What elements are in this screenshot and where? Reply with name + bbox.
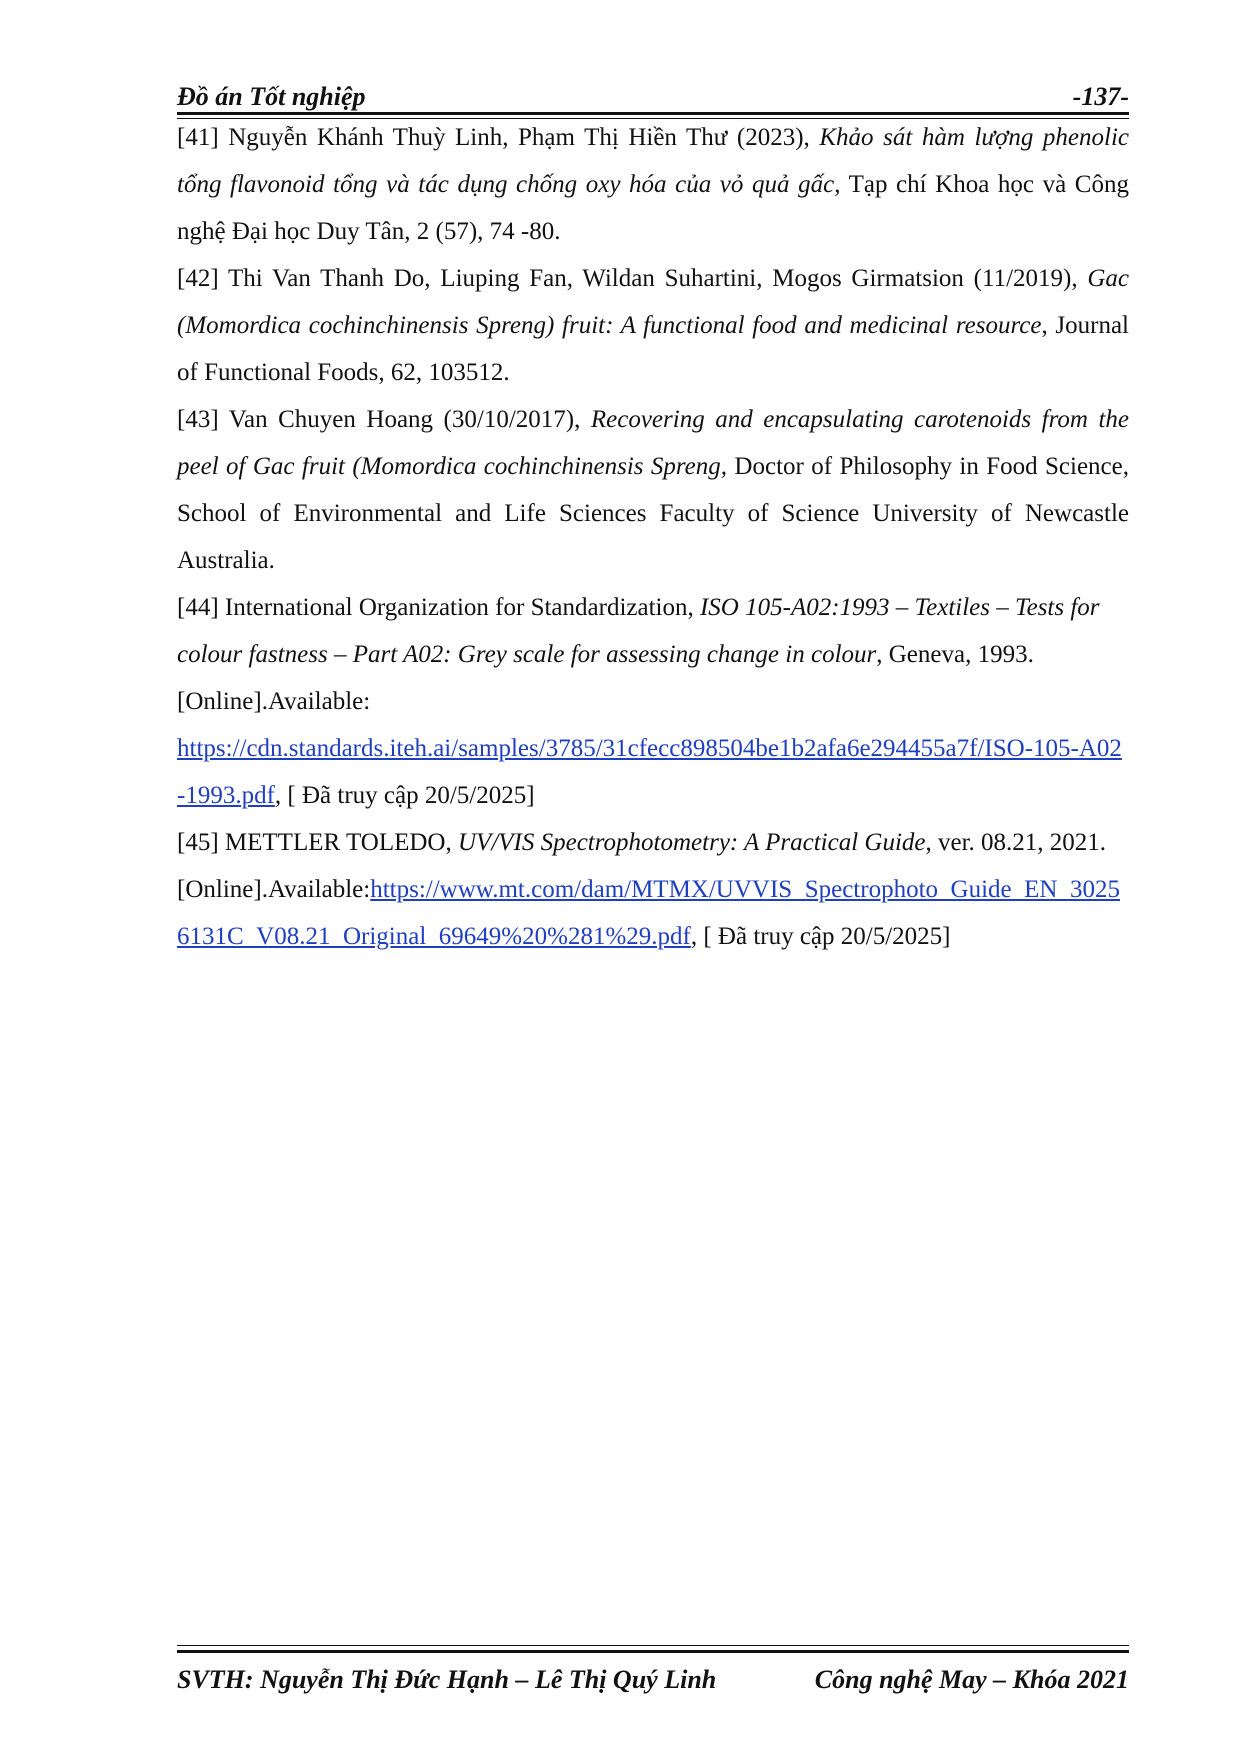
ref-title: Recovering and encapsulating carotenoids from the peel of Gac fruit (Momordica cochinchinensis Spreng, <box>177 406 1129 480</box>
ref-title: UV/VIS Spectrophotometry: A Practical Guide <box>458 829 926 856</box>
ref-rest: , Journal of Functional Foods, 62, 103512. <box>177 312 1129 386</box>
ref-title: ISO 105-A02:1993 – Textiles – Tests for colour fastness – Part A02: Grey scale for assessing change in colour <box>177 594 1100 668</box>
ref-authors: Thi Van Thanh Do, Liuping Fan, Wildan Suhartini, Mogos Girmatsion (11/2019), <box>227 265 1078 292</box>
reference-43 <box>177 396 1129 584</box>
ref-label: [44] <box>177 594 219 621</box>
footer-rule-thin <box>177 1645 1129 1646</box>
ref-online-label: [Online].Available: <box>177 876 371 903</box>
footer-authors: SVTH: Nguyễn Thị Đức Hạnh – Lê Thị Quý Linh <box>177 1665 717 1694</box>
ref-accessed: , [ Đã truy cập 20/5/2025] <box>274 782 535 809</box>
ref-label: [42] <box>177 265 219 292</box>
ref-rest: , ver. 08.21, 2021. <box>925 829 1107 856</box>
ref-label: [43] <box>177 406 219 433</box>
ref-authors: Van Chuyen Hoang (30/10/2017), <box>228 406 581 433</box>
ref-rest: , Geneva, 1993. [Online].Available: <box>177 641 1034 715</box>
ref-rest: Doctor of Philosophy in Food Science, School of Environmental and Life Sciences Faculty of Science University of Newcastle Australia. <box>177 453 1129 574</box>
ref-title: Gac (Momordica cochinchinensis Spreng) fruit: A functional food and medicinal resource <box>177 265 1129 339</box>
footer-course: Công nghệ May – Khóa 2021 <box>814 1665 1129 1694</box>
ref-authors: METTLER TOLEDO, <box>224 829 452 856</box>
reference-list <box>177 114 1129 960</box>
page-header <box>177 72 1129 112</box>
reference-42 <box>177 255 1129 396</box>
ref-accessed: , [ Đã truy cập 20/5/2025] <box>690 923 951 950</box>
ref-rest: , Tạp chí Khoa học và Công nghệ Đại học Duy Tân, 2 (57), 74 -80. <box>177 171 1129 245</box>
ref-link[interactable]: https://cdn.standards.iteh.ai/samples/3785/31cfecc898504be1b2afa6e294455a7f/ISO-105-A02-1993.pdf <box>177 735 1122 809</box>
page-number: -137- <box>1072 82 1129 111</box>
ref-title: Khảo sát hàm lượng phenolic tổng flavonoid tổng và tác dụng chống oxy hóa của vỏ quả gấc <box>177 124 1130 198</box>
ref-authors: International Organization for Standardization, <box>224 594 694 621</box>
ref-authors: Nguyễn Khánh Thuỳ Linh, Phạm Thị Hiền Thư (2023), <box>228 124 810 151</box>
reference-41 <box>177 114 1129 255</box>
ref-label: [41] <box>177 124 219 151</box>
footer-rule-thick <box>177 1650 1129 1653</box>
reference-44 <box>177 584 1129 819</box>
page-footer <box>177 1660 1129 1700</box>
ref-label: [45] <box>177 829 219 856</box>
ref-link[interactable]: https://www.mt.com/dam/MTMX/UVVIS_Spectrophoto_Guide_EN_30256131C_V08.21_Original_69649%20%281%29.pdf <box>177 876 1120 950</box>
reference-45 <box>177 819 1129 960</box>
document-title: Đồ án Tốt nghiệp <box>177 82 366 111</box>
